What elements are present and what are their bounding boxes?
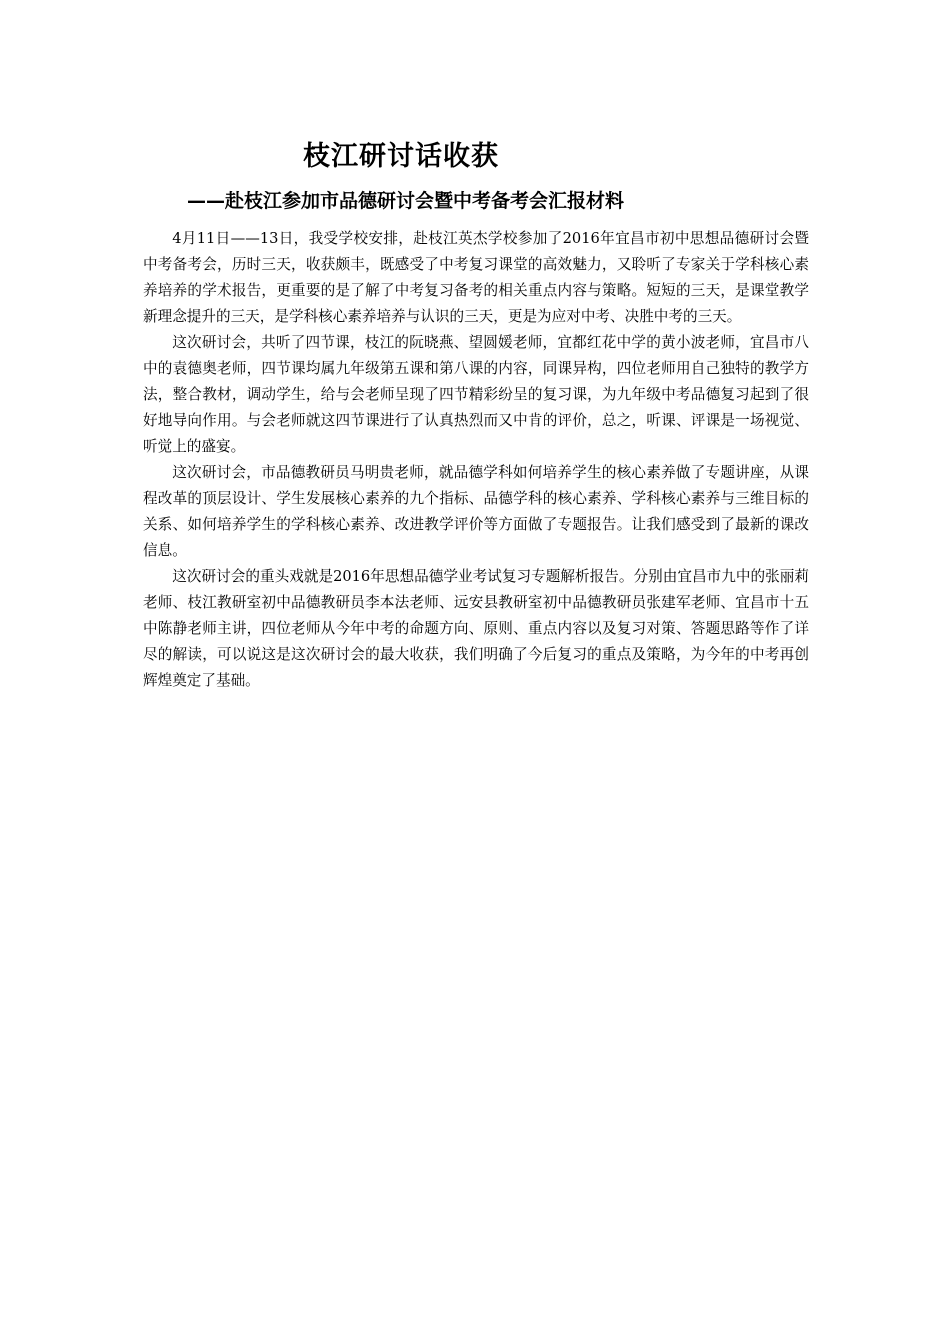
document-subtitle: ——赴枝江参加市品德研讨会暨中考备考会汇报材料 bbox=[187, 190, 625, 212]
document-title: 枝江研讨话收获 bbox=[303, 141, 499, 172]
paragraph-1: 4月11日——13日，我受学校安排，赴枝江英杰学校参加了2016年宜昌市初中思想品德研讨会暨中考备考会，历时三天，收获颇丰，既感受了中考复习课堂的高效魅力，又聆听了专家关于学科核心素养培养的学术报告，更重要的是了解了中考复习备考的相关重点内容与策略。短短的三天，是课堂教学新理念提升的三天，是学科核心素养培养与认识的三天，更是为应对中考、决胜中考的三天。 bbox=[143, 230, 809, 325]
paragraph-3: 这次研讨会，市品德教研员马明贵老师，就品德学科如何培养学生的核心素养做了专题讲座，从课程改革的顶层设计、学生发展核心素养的九个指标、品德学科的核心素养、学科核心素养与三维目标的关系、如何培养学生的学科核心素养、改进教学评价等方面做了专题报告。让我们感受到了最新的课改信息。 bbox=[143, 464, 809, 559]
paragraph-4: 这次研讨会的重头戏就是2016年思想品德学业考试复习专题解析报告。分别由宜昌市九中的张丽莉老师、枝江教研室初中品德教研员李本法老师、远安县教研室初中品德教研员张建军老师、宜昌市十五中陈静老师主讲，四位老师从今年中考的命题方向、原则、重点内容以及复习对策、答题思路等作了详尽的解读，可以说这是这次研讨会的最大收获，我们明确了今后复习的重点及策略，为今年的中考再创辉煌奠定了基础。 bbox=[143, 568, 809, 689]
paragraph-2: 这次研讨会，共听了四节课，枝江的阮晓燕、望圆媛老师，宜都红花中学的黄小波老师，宜昌市八中的袁德奥老师，四节课均属九年级第五课和第八课的内容，同课异构，四位老师用自己独特的教学方法，整合教材，调动学生，给与会老师呈现了四节精彩纷呈的复习课，为九年级中考品德复习起到了很好地导向作用。与会老师就这四节课进行了认真热烈而又中肯的评价，总之，听课、评课是一场视觉、听觉上的盛宴。 bbox=[143, 334, 809, 455]
document-body bbox=[143, 226, 809, 694]
